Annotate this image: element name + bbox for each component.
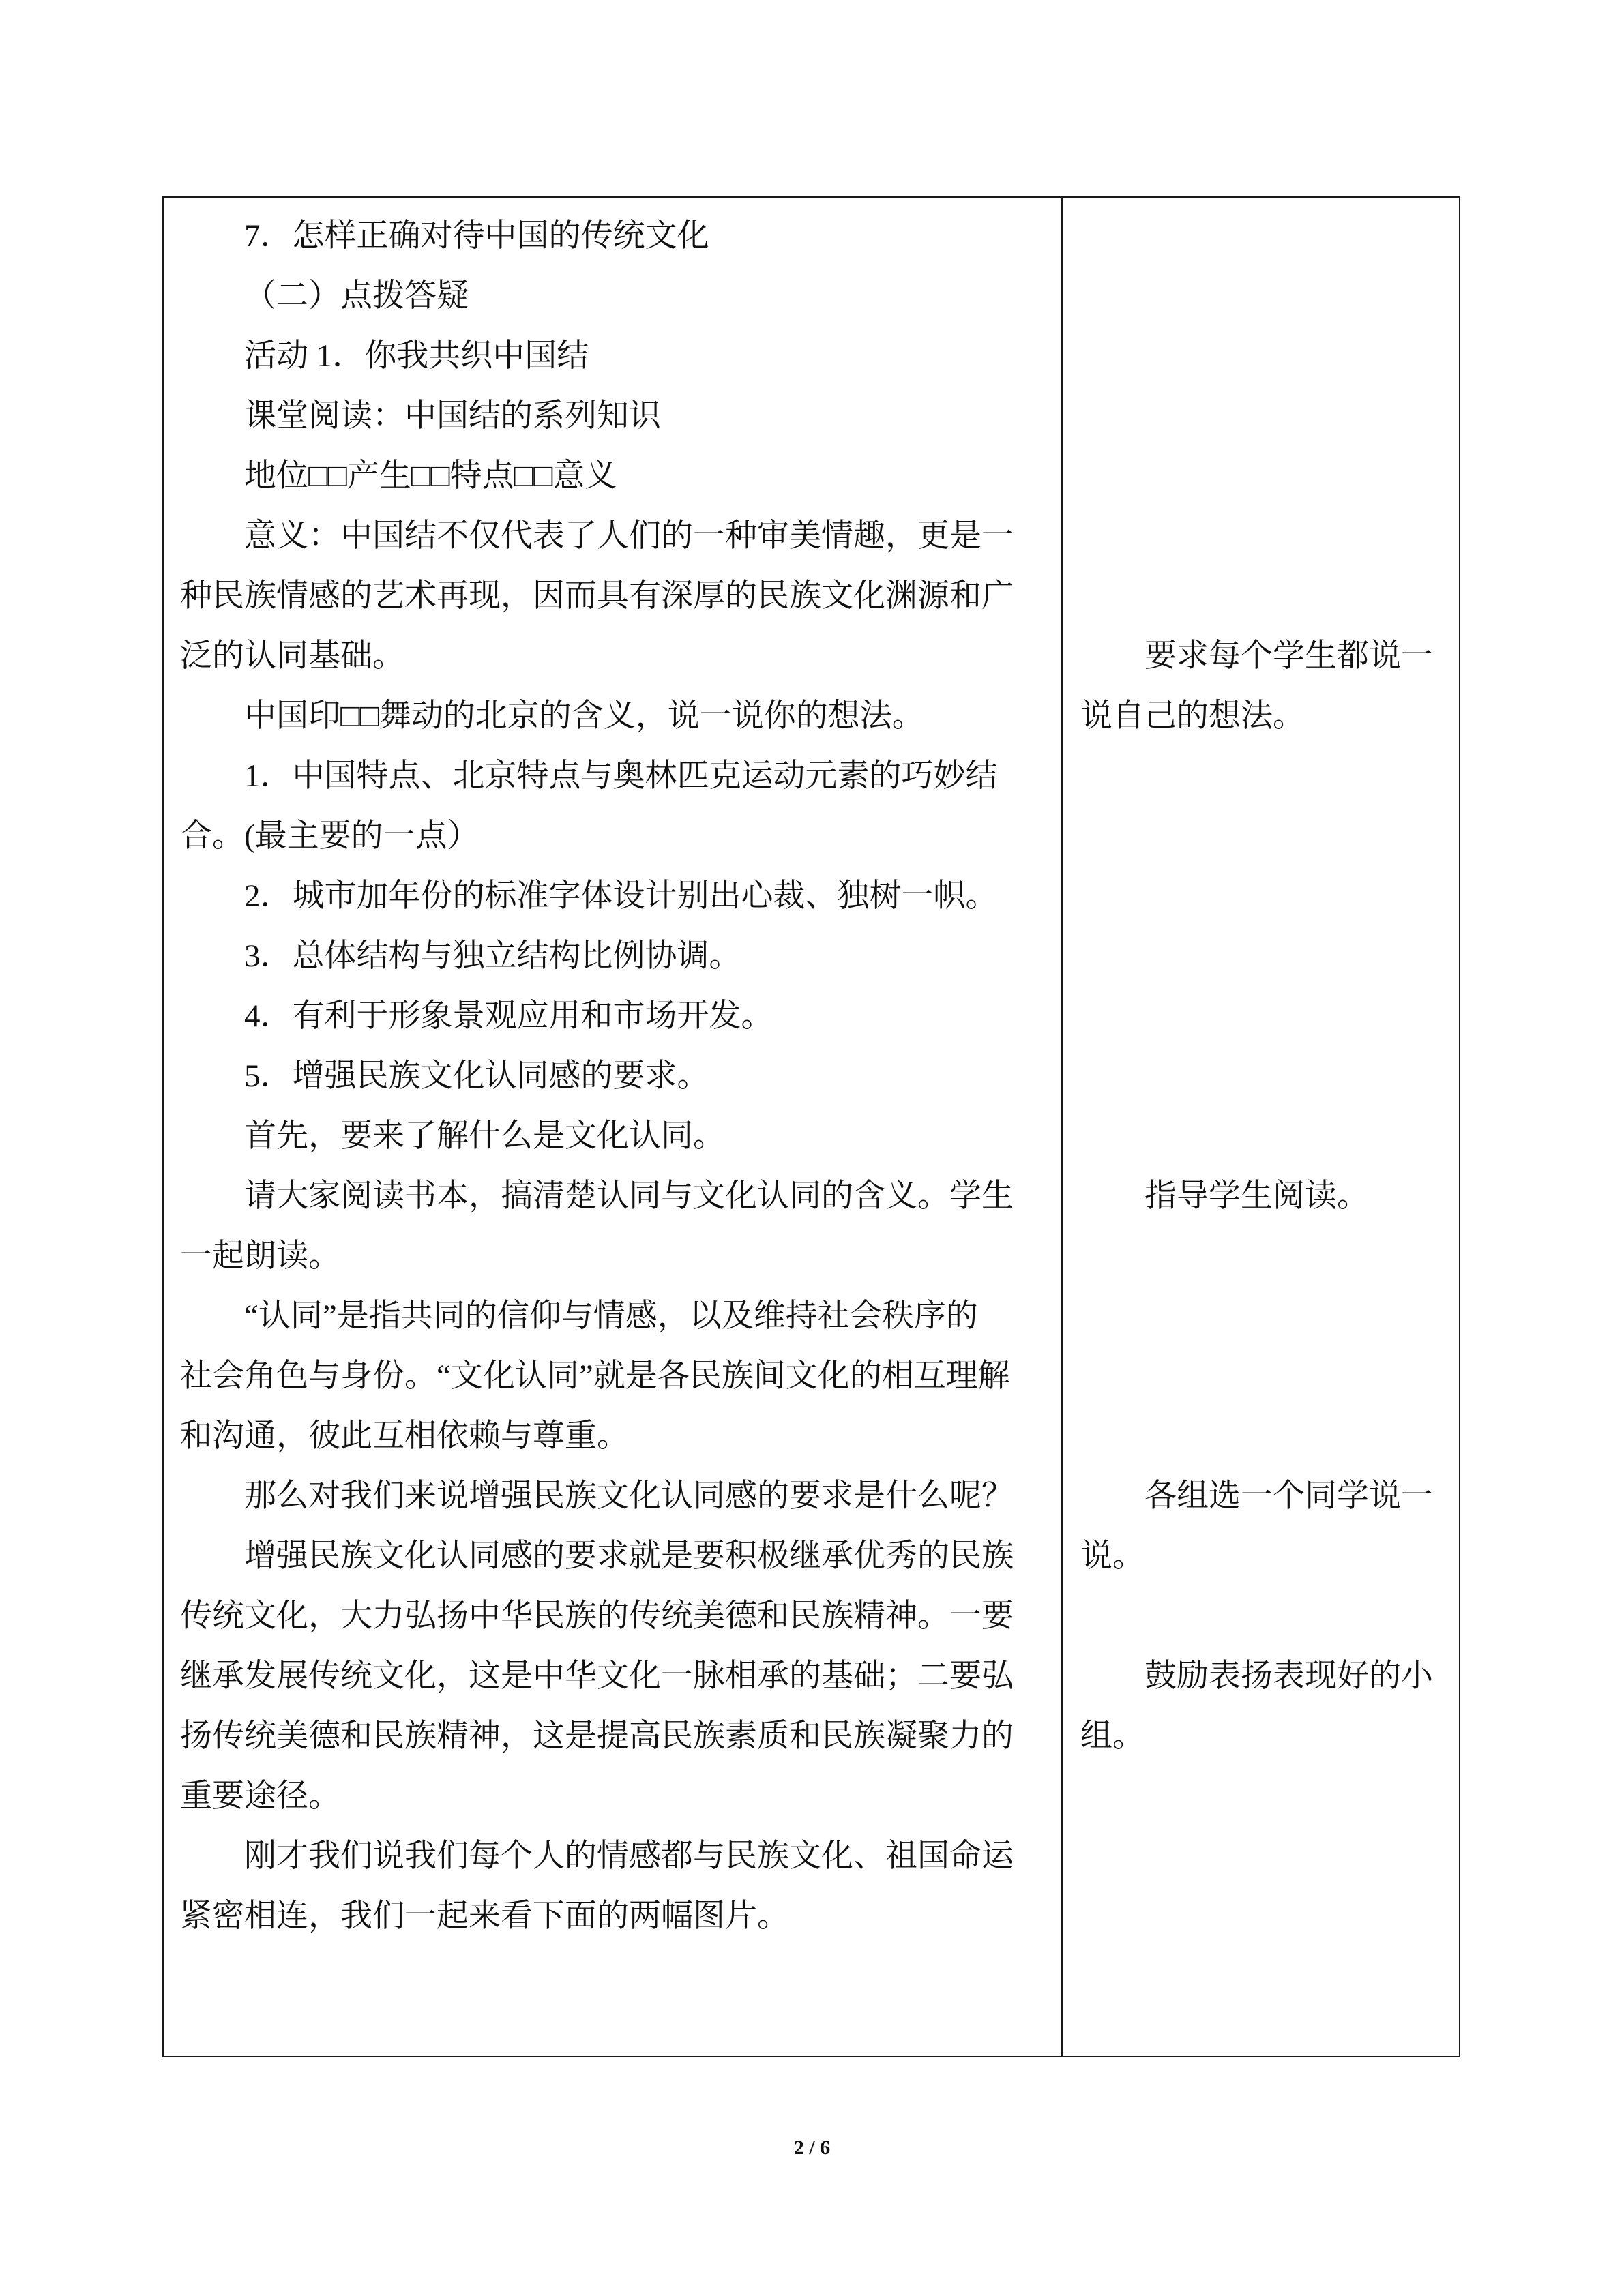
- paragraph: [180, 926, 1061, 986]
- text-line: 鼓励表扬表现好的小: [1145, 1658, 1433, 1694]
- paragraph: [180, 1826, 1061, 1946]
- teacher-note: [1080, 1466, 1449, 1586]
- text-line: 4．有利于形象景观应用和市场开发。: [244, 998, 773, 1034]
- paragraph: [180, 266, 1061, 326]
- text-line: 2．城市加年份的标准字体设计别出心裁、独树一帜。: [244, 878, 998, 914]
- text-line: 首先，要来了解什么是文化认同。: [244, 1118, 725, 1154]
- paragraph: [180, 446, 1061, 506]
- paragraph: [180, 746, 1061, 866]
- paragraph: [180, 686, 1061, 746]
- paragraph: [180, 386, 1061, 446]
- text-line: 中国印□□舞动的北京的含义，说一说你的想法。: [244, 698, 924, 734]
- paragraph: [180, 326, 1061, 386]
- text-line: 意义：中国结不仅代表了人们的一种审美情趣，更是一: [244, 518, 1014, 554]
- paragraph: [180, 1286, 1061, 1466]
- text-line: 泛的认同基础。: [180, 638, 404, 674]
- text-line: 社会角色与身份。“文化认同”就是各民族间文化的相互理解: [180, 1358, 1010, 1394]
- text-line: 指导学生阅读。: [1145, 1178, 1369, 1214]
- text-line: 地位□□产生□□特点□□意义: [244, 458, 617, 494]
- text-line: 请大家阅读书本，搞清楚认同与文化认同的含义。学生: [244, 1178, 1014, 1214]
- text-line: 1．中国特点、北京特点与奥林匹克运动元素的巧妙结: [244, 758, 998, 794]
- paragraph: [180, 206, 1061, 266]
- text-line: 合。(最主要的一点）: [180, 818, 479, 854]
- text-line: 传统文化，大力弘扬中华民族的传统美德和民族精神。一要: [180, 1598, 1014, 1634]
- text-line: （二）点拨答疑: [244, 278, 469, 314]
- text-line: 3．总体结构与独立结构比例协调。: [244, 938, 741, 974]
- text-line: 活动 1．你我共织中国结: [244, 338, 589, 374]
- text-line: 那么对我们来说增强民族文化认同感的要求是什么呢？: [244, 1478, 1014, 1514]
- text-line: 一起朗读。: [180, 1238, 340, 1274]
- paragraph: [180, 506, 1061, 686]
- text-line: 和沟通，彼此互相依赖与尊重。: [180, 1418, 629, 1454]
- page-number: 2 / 6: [793, 2136, 831, 2159]
- text-line: “认同”是指共同的信仰与情感，以及维持社会秩序的: [244, 1298, 978, 1334]
- text-line: 重要途径。: [180, 1778, 340, 1814]
- text-line: 扬传统美德和民族精神，这是提高民族素质和民族凝聚力的: [180, 1718, 1014, 1754]
- text-line: 增强民族文化认同感的要求就是要积极继承优秀的民族: [244, 1538, 1014, 1574]
- text-line: 种民族情感的艺术再现，因而具有深厚的民族文化渊源和广: [180, 578, 1014, 614]
- teacher-note: [1080, 1646, 1449, 1766]
- text-line: 说自己的想法。: [1080, 698, 1305, 734]
- teaching-content-cell: [164, 198, 1061, 2056]
- paragraph: [180, 866, 1061, 926]
- text-line: 要求每个学生都说一: [1145, 638, 1433, 674]
- paragraph: [180, 1166, 1061, 1286]
- teacher-note: [1080, 626, 1449, 746]
- teacher-notes-cell: [1063, 198, 1459, 2056]
- teacher-note: [1080, 1166, 1449, 1226]
- text-line: 继承发展传统文化，这是中华文化一脉相承的基础；二要弘: [180, 1658, 1014, 1694]
- text-line: 7．怎样正确对待中国的传统文化: [244, 218, 709, 254]
- paragraph: [180, 1466, 1061, 1526]
- text-line: 刚才我们说我们每个人的情感都与民族文化、祖国命运: [244, 1838, 1014, 1874]
- text-line: 5．增强民族文化认同感的要求。: [244, 1058, 709, 1094]
- text-line: 各组选一个同学说一: [1145, 1478, 1433, 1514]
- text-line: 组。: [1080, 1718, 1145, 1754]
- paragraph: [180, 1526, 1061, 1826]
- text-line: 紧密相连，我们一起来看下面的两幅图片。: [180, 1898, 789, 1934]
- paragraph: [180, 1106, 1061, 1166]
- paragraph: [180, 1046, 1061, 1106]
- text-line: 说。: [1080, 1538, 1145, 1574]
- paragraph: [180, 986, 1061, 1046]
- text-line: 课堂阅读：中国结的系列知识: [244, 398, 661, 434]
